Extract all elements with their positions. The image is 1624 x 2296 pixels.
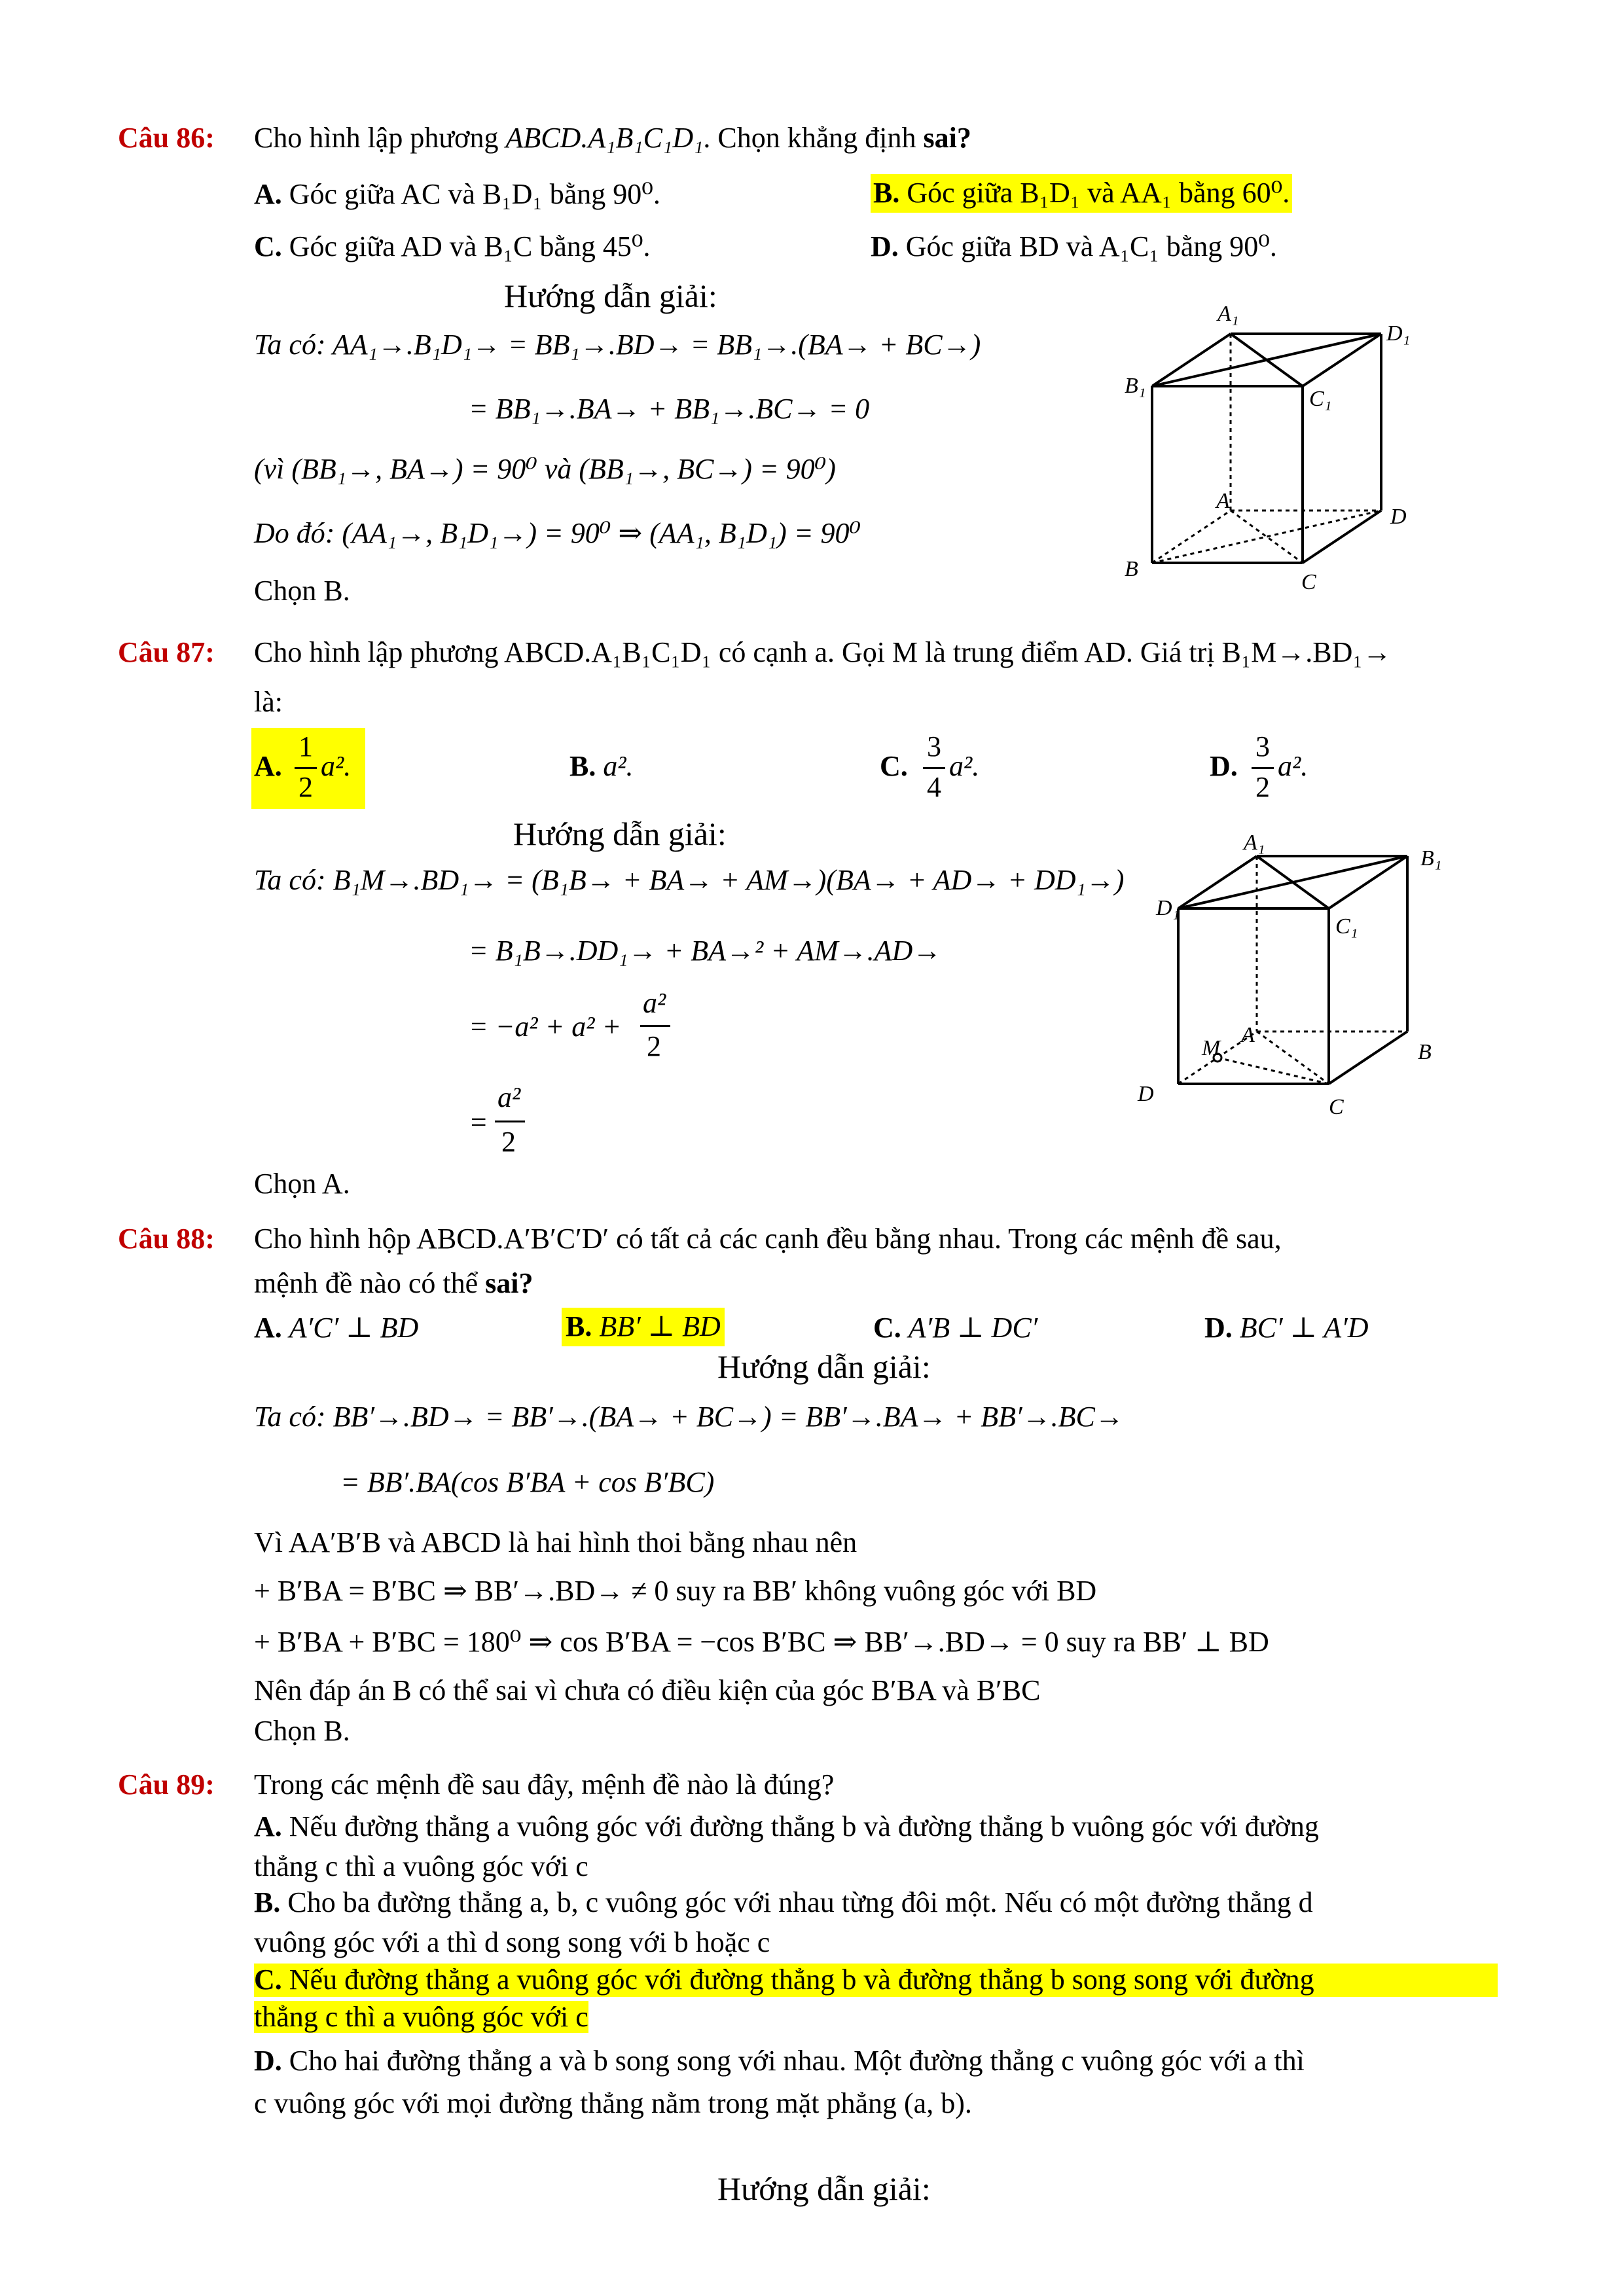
q87-option-d-num: 3 (1255, 730, 1270, 762)
q86-option-d-key: D. (871, 230, 899, 262)
q86-option-a-key: A. (254, 178, 282, 210)
q86-fig-label-b: B (1125, 557, 1138, 581)
q86-option-d (871, 230, 1277, 264)
q87-fig-label-b: B (1418, 1040, 1432, 1064)
q87-solution-line-2: = B₁B→.DD₁→ + BA→² + AM→.AD→ (469, 935, 942, 967)
q87-option-a-fraction-bar (295, 767, 317, 769)
q88-stem-2-sai: sai? (485, 1267, 533, 1299)
q87-option-a-tail: a². (321, 750, 352, 782)
q86-solution-line-1: Ta có: AA₁→.B₁D₁→ = BB₁→.BD→ = BB₁→.(BA→ + BC→) (254, 329, 981, 361)
q88-stem-2-a: mệnh đề nào có thể (254, 1267, 486, 1299)
q89-option-c (254, 1964, 1498, 2034)
q89-option-c-line-1: Nếu đường thẳng a vuông góc với đường thẳng b và đường thẳng b song song với đường (289, 1964, 1314, 1996)
q88-option-b-key: B. (566, 1310, 592, 1342)
q89-option-c-key: C. (254, 1964, 282, 1996)
q87-solution-line-4-bar (495, 1121, 525, 1122)
q87-fig-label-m: M (1202, 1036, 1221, 1060)
q87-solution-line-4-num: a² (497, 1081, 521, 1113)
q87-option-c-den: 4 (927, 771, 941, 803)
q87-fig-label-c: C (1329, 1095, 1344, 1119)
q86-solution-choice: Chọn B. (254, 575, 350, 607)
q88-solution-line-6: Nên đáp án B có thể sai vì chưa có điều kiện của góc B′BA và B′BC (254, 1674, 1041, 1706)
q88-solution-line-5: + B′BA + B′BC = 180⁰ ⇒ cos B′BA = −cos B′BC ⇒ BB′→.BD→ = 0 suy ra BB′ ⊥ BD (254, 1626, 1269, 1658)
q88-solution-line-1: Ta có: BB′→.BD→ = BB′→.(BA→ + BC→) = BB′→.BA→ + BB′→.BC→ (254, 1401, 1124, 1433)
q87-label: Câu 87: (118, 636, 215, 668)
q87-option-d-den: 2 (1255, 771, 1270, 803)
q86-fig-label-a: A (1216, 489, 1230, 513)
q89-option-d-key: D. (254, 2045, 282, 2077)
q88-option-c (873, 1312, 1038, 1345)
q88-stem-2 (254, 1267, 533, 1300)
q86-stem-sai: sai? (923, 122, 971, 154)
q87-solution-line-4-den: 2 (501, 1126, 516, 1158)
q86-fig-label-a1: A₁ (1218, 302, 1239, 326)
q86-solution-line-3: (vì (BB₁→, BA→) = 90⁰ và (BB₁→, BC→) = 90⁰) (254, 453, 836, 485)
q89-option-b-key: B. (254, 1886, 281, 1918)
q88-option-c-key: C. (873, 1312, 901, 1344)
q88-solution-line-3: Vì AA′B′B và ABCD là hai hình thoi bằng nhau nên (254, 1526, 857, 1558)
q88-solution-heading: Hướng dẫn giải: (717, 1348, 931, 1385)
q89-option-b (254, 1886, 1313, 1959)
q87-option-a-num: 1 (298, 730, 313, 762)
q87-solution-line-3-den: 2 (647, 1030, 661, 1062)
q87-option-b (569, 750, 634, 783)
q88-option-a-text: A′C′ ⊥ BD (289, 1312, 419, 1344)
q88-solution-choice: Chọn B. (254, 1715, 350, 1747)
q89-option-c-line-2: thẳng c thì a vuông góc với c (254, 2000, 588, 2033)
q87-fig-label-c1: C₁ (1335, 914, 1358, 939)
q87-stem: Cho hình lập phương ABCD.A₁B₁C₁D₁ có cạnh a. Gọi M là trung điểm AD. Giá trị B₁M→.BD₁→ (254, 636, 1392, 668)
q86-option-b (871, 174, 1292, 213)
q86-stem-a: Cho hình lập phương (254, 122, 506, 154)
q86-option-d-text: Góc giữa BD và A₁C₁ bằng 90⁰. (905, 230, 1277, 262)
q87-option-d (1210, 728, 1341, 809)
q88-solution-line-2: = BB′.BA(cos B′BA + cos B′BC) (340, 1466, 715, 1498)
q88-option-a (254, 1312, 418, 1345)
q87-stem-2: là: (254, 686, 283, 718)
q88-option-b (562, 1308, 725, 1346)
q86-fig-label-c: C (1301, 570, 1316, 594)
q87-option-a (251, 728, 365, 809)
q87-option-c-key: C. (880, 750, 908, 782)
q86-fig-label-c1: C₁ (1309, 387, 1332, 411)
q86-option-c (254, 230, 651, 264)
q86-stem-b: . Chọn khẳng định (703, 122, 924, 154)
q86-option-b-text: Góc giữa B₁D₁ và AA₁ bằng 60⁰. (907, 177, 1290, 209)
q86-solution-line-4: Do đó: (AA₁→, B₁D₁→) = 90⁰ ⇒ (AA₁, B₁D₁) = 90⁰ (254, 517, 861, 549)
q89-option-d-line-2: c vuông góc với mọi đường thẳng nằm trong mặt phẳng (a, b). (254, 2087, 972, 2119)
q89-option-b-line-2: vuông góc với a thì d song song với b hoặc c (254, 1926, 770, 1958)
q86-fig-label-d: D (1390, 505, 1407, 529)
q87-solution-line-1: Ta có: B₁M→.BD₁→ = (B₁B→ + BA→ + AM→)(BA→ + AD→ + DD₁→) (254, 864, 1125, 896)
q87-solution-line-3: = −a² + a² + (469, 1011, 622, 1043)
q89-option-d (254, 2045, 1305, 2120)
q87-option-b-key: B. (569, 750, 596, 782)
q87-solution-line-3-bar (640, 1025, 670, 1027)
q87-solution-line-3-num: a² (643, 987, 666, 1019)
q86-fig-label-d1: D₁ (1386, 321, 1411, 346)
q89-option-d-line-1: Cho hai đường thẳng a và b song song với nhau. Một đường thẳng c vuông góc với a thì (289, 2045, 1305, 2077)
q86-stem (254, 122, 971, 155)
q87-option-d-key: D. (1210, 750, 1238, 782)
q88-option-d-key: D. (1204, 1312, 1233, 1344)
q87-cube-figure (1113, 826, 1479, 1134)
q88-option-b-text: BB′ ⊥ BD (599, 1310, 721, 1342)
q87-fig-label-d: D (1138, 1082, 1154, 1106)
q88-option-c-text: A′B ⊥ DC′ (908, 1312, 1038, 1344)
q87-fig-label-d1: D₁ (1156, 896, 1180, 920)
q88-option-d-text: BC′ ⊥ A′D (1239, 1312, 1369, 1344)
q89-solution-heading: Hướng dẫn giải: (717, 2170, 931, 2207)
q86-option-c-key: C. (254, 230, 282, 262)
q87-option-d-tail: a². (1278, 750, 1308, 782)
q87-option-d-fraction-bar (1252, 767, 1274, 769)
q88-stem: Cho hình hộp ABCD.A′B′C′D′ có tất cả các cạnh đều bằng nhau. Trong các mệnh đề sau, (254, 1223, 1282, 1255)
q87-option-b-text: a². (603, 750, 634, 782)
q89-option-a-line-2: thẳng c thì a vuông góc với c (254, 1850, 588, 1882)
q86-fig-label-b1: B₁ (1125, 374, 1146, 398)
q87-fig-label-a: A (1241, 1023, 1255, 1047)
q87-option-a-den: 2 (298, 771, 313, 803)
q87-solution-heading: Hướng dẫn giải: (513, 816, 727, 852)
q86-option-a-text: Góc giữa AC và B₁D₁ bằng 90⁰. (289, 178, 660, 210)
q87-solution-choice: Chọn A. (254, 1168, 350, 1200)
q87-option-c-num: 3 (927, 730, 941, 762)
q87-option-c-fraction-bar (923, 767, 945, 769)
q86-stem-math: ABCD.A₁B₁C₁D₁ (505, 122, 704, 154)
q89-option-a-line-1: Nếu đường thẳng a vuông góc với đường thẳng b và đường thẳng b vuông góc với đường (289, 1810, 1319, 1842)
q87-solution-line-4: = (469, 1106, 488, 1138)
q86-solution-line-2: = BB₁→.BA→ + BB₁→.BC→ = 0 (469, 393, 870, 425)
q87-fig-label-b1: B₁ (1420, 846, 1442, 870)
q86-option-c-text: Góc giữa AD và B₁C bằng 45⁰. (289, 230, 651, 262)
q88-solution-line-4: + B′BA = B′BC ⇒ BB′→.BD→ ≠ 0 suy ra BB′ không vuông góc với BD (254, 1575, 1097, 1607)
q88-option-a-key: A. (254, 1312, 282, 1344)
q86-option-b-key: B. (873, 177, 900, 209)
q89-option-a-key: A. (254, 1810, 282, 1842)
q86-cube-figure (1113, 295, 1479, 609)
q89-option-a (254, 1810, 1319, 1883)
q88-option-d (1204, 1312, 1369, 1345)
q87-option-a-key: A. (254, 750, 282, 782)
q89-stem: Trong các mệnh đề sau đây, mệnh đề nào là đúng? (254, 1768, 835, 1801)
q88-label: Câu 88: (118, 1223, 215, 1255)
q89-label: Câu 89: (118, 1768, 215, 1801)
q87-fig-label-a1: A₁ (1244, 831, 1265, 855)
q87-option-c (880, 728, 1011, 809)
q86-option-a (254, 178, 660, 211)
q89-option-b-line-1: Cho ba đường thẳng a, b, c vuông góc với nhau từng đôi một. Nếu có một đường thẳng d (287, 1886, 1313, 1918)
q86-label: Câu 86: (118, 122, 215, 154)
q86-solution-heading: Hướng dẫn giải: (504, 278, 717, 314)
q87-option-c-tail: a². (949, 750, 980, 782)
